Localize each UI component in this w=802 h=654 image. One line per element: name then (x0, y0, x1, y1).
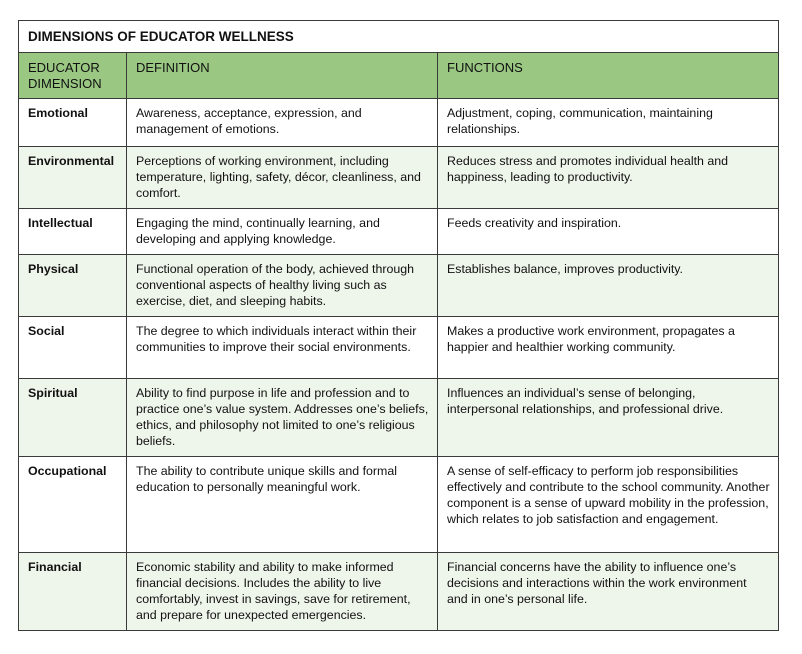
table-row (19, 255, 779, 317)
table-row (19, 209, 779, 255)
wellness-table-container (18, 20, 778, 631)
functions-cell: Adjustment, coping, communication, maintaining relationships. (438, 99, 779, 147)
table-row (19, 147, 779, 209)
table-row (19, 457, 779, 553)
dimension-cell: Occupational (19, 457, 127, 553)
definition-cell: Awareness, acceptance, expression, and management of emotions. (127, 99, 438, 147)
functions-cell: Influences an individual’s sense of belonging, interpersonal relationships, and professional drive. (438, 379, 779, 457)
table-row (19, 99, 779, 147)
functions-cell: Makes a productive work environment, propagates a happier and healthier working community. (438, 317, 779, 379)
functions-cell: Reduces stress and promotes individual health and happiness, leading to productivity. (438, 147, 779, 209)
table-row (19, 317, 779, 379)
definition-cell: Functional operation of the body, achieved through conventional aspects of healthy living such as exercise, diet, and sleeping habits. (127, 255, 438, 317)
dimension-cell: Environmental (19, 147, 127, 209)
table-title: DIMENSIONS OF EDUCATOR WELLNESS (19, 21, 779, 53)
definition-cell: Ability to find purpose in life and profession and to practice one’s value system. Addresses one’s beliefs, ethics, and philosophy not limited to one’s religious beliefs. (127, 379, 438, 457)
header-definition: DEFINITION (127, 53, 438, 99)
table-title-row (19, 21, 779, 53)
functions-cell: Financial concerns have the ability to influence one’s decisions and interactions within the work environment and in one’s personal life. (438, 553, 779, 631)
dimension-cell: Emotional (19, 99, 127, 147)
definition-cell: Perceptions of working environment, including temperature, lighting, safety, décor, cleanliness, and comfort. (127, 147, 438, 209)
definition-cell: Economic stability and ability to make informed financial decisions. Includes the ability to live comfortably, invest in savings, save for retirement, and prepare for unexpected emergencies. (127, 553, 438, 631)
table-header-row (19, 53, 779, 99)
table-row (19, 379, 779, 457)
table-row (19, 553, 779, 631)
dimension-cell: Intellectual (19, 209, 127, 255)
educator-wellness-table (18, 20, 779, 631)
dimension-cell: Social (19, 317, 127, 379)
definition-cell: The degree to which individuals interact within their communities to improve their social environments. (127, 317, 438, 379)
dimension-cell: Financial (19, 553, 127, 631)
header-functions: FUNCTIONS (438, 53, 779, 99)
functions-cell: Feeds creativity and inspiration. (438, 209, 779, 255)
definition-cell: Engaging the mind, continually learning, and developing and applying knowledge. (127, 209, 438, 255)
dimension-cell: Physical (19, 255, 127, 317)
definition-cell: The ability to contribute unique skills and formal education to personally meaningful work. (127, 457, 438, 553)
dimension-cell: Spiritual (19, 379, 127, 457)
functions-cell: A sense of self-efficacy to perform job responsibilities effectively and contribute to the school community. Another component is a sense of upward mobility in the profession, which relates to job satisfaction and engagement. (438, 457, 779, 553)
header-educator-dimension: EDUCATOR DIMENSION (19, 53, 127, 99)
functions-cell: Establishes balance, improves productivity. (438, 255, 779, 317)
